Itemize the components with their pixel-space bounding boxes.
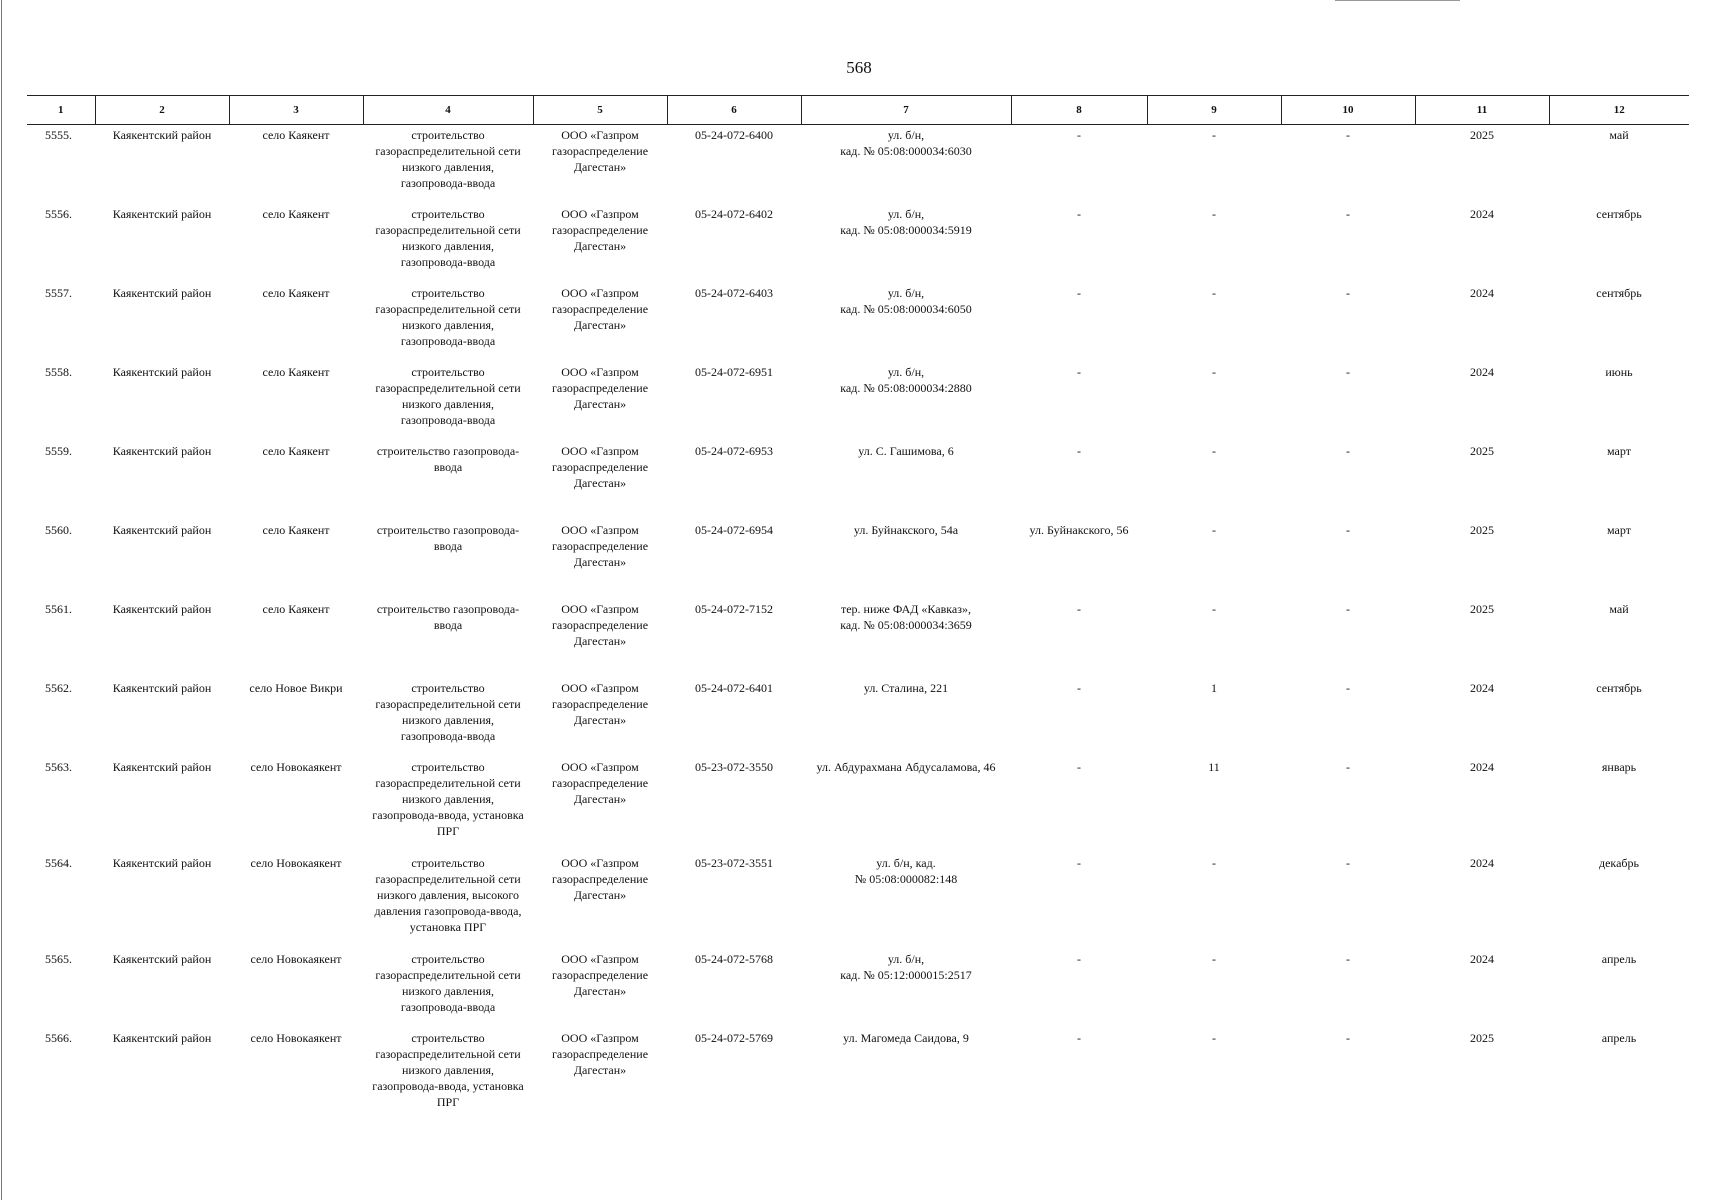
district-cell: Каякентский район (112, 760, 212, 774)
column-header: 11 (1415, 96, 1549, 125)
column-9-cell: - (1212, 952, 1216, 966)
column-10-cell: - (1346, 207, 1350, 221)
table-row (27, 125, 1689, 205)
table-row (27, 520, 1689, 599)
table-row (27, 441, 1689, 520)
settlement-cell: село Каякент (262, 602, 330, 616)
address-cell: ул. б/н, кад. № 05:08:000034:6050 (840, 286, 972, 316)
work-description-cell: строительство газопровода- ввода (376, 444, 520, 474)
column-8-cell: - (1077, 952, 1081, 966)
district-cell: Каякентский район (112, 207, 212, 221)
address-cell: ул. С. Гашимова, 6 (858, 444, 954, 458)
year-cell: 2024 (1470, 365, 1494, 379)
work-description-cell: строительство газопровода- ввода (376, 523, 520, 553)
year-cell: 2024 (1470, 856, 1494, 870)
application-code-cell: 05-24-072-7152 (695, 602, 773, 616)
month-cell: апрель (1601, 952, 1637, 966)
month-cell: май (1609, 128, 1629, 142)
column-header: 1 (27, 96, 95, 125)
organization-cell: ООО «Газпром газораспределение Дагестан» (551, 1031, 649, 1077)
application-code-cell: 05-24-072-6953 (695, 444, 773, 458)
column-10-cell: - (1346, 856, 1350, 870)
district-cell: Каякентский район (112, 1031, 212, 1045)
table-row (27, 949, 1689, 1028)
address-cell: ул. б/н, кад. № 05:08:000082:148 (854, 856, 958, 886)
district-cell: Каякентский район (112, 128, 212, 142)
organization-cell: ООО «Газпром газораспределение Дагестан» (551, 286, 649, 332)
column-header: 3 (229, 96, 363, 125)
column-9-cell: - (1212, 286, 1216, 300)
year-cell: 2024 (1470, 681, 1494, 695)
top-rule (1335, 0, 1460, 1)
settlement-cell: село Каякент (262, 444, 330, 458)
column-header: 12 (1549, 96, 1689, 125)
column-9-cell: - (1212, 128, 1216, 142)
row-number: 5559. (45, 444, 72, 458)
month-cell: сентябрь (1596, 286, 1642, 300)
settlement-cell: село Каякент (262, 207, 330, 221)
organization-cell: ООО «Газпром газораспределение Дагестан» (551, 681, 649, 727)
application-code-cell: 05-24-072-5769 (695, 1031, 773, 1045)
month-cell: апрель (1601, 1031, 1637, 1045)
work-description-cell: строительство газораспределительной сети низкого давления, газопровода-ввода (375, 952, 521, 1014)
address-cell: ул. б/н, кад. № 05:08:000034:6030 (840, 128, 972, 158)
year-cell: 2025 (1470, 1031, 1494, 1045)
district-cell: Каякентский район (112, 365, 212, 379)
column-header: 7 (801, 96, 1011, 125)
month-cell: март (1607, 523, 1631, 537)
column-8-cell: - (1077, 365, 1081, 379)
table-row (27, 599, 1689, 678)
column-header: 9 (1147, 96, 1281, 125)
year-cell: 2025 (1470, 602, 1494, 616)
month-cell: сентябрь (1596, 681, 1642, 695)
table-row (27, 283, 1689, 362)
column-9-cell: - (1212, 523, 1216, 537)
organization-cell: ООО «Газпром газораспределение Дагестан» (551, 760, 649, 806)
address-cell: ул. Буйнакского, 54а (853, 523, 959, 537)
month-cell: сентябрь (1596, 207, 1642, 221)
page-left-edge (1, 0, 2, 1200)
column-header: 4 (363, 96, 533, 125)
settlement-cell: село Каякент (262, 523, 330, 537)
month-cell: декабрь (1599, 856, 1639, 870)
address-cell: тер. ниже ФАД «Кавказ», кад. № 05:08:000034:3659 (840, 602, 972, 632)
settlement-cell: село Каякент (262, 128, 330, 142)
month-cell: январь (1601, 760, 1637, 774)
work-description-cell: строительство газораспределительной сети низкого давления, газопровода-ввода (375, 286, 521, 348)
row-number: 5563. (45, 760, 72, 774)
settlement-cell: село Каякент (262, 286, 330, 300)
year-cell: 2024 (1470, 760, 1494, 774)
organization-cell: ООО «Газпром газораспределение Дагестан» (551, 602, 649, 648)
application-code-cell: 05-24-072-6400 (695, 128, 773, 142)
organization-cell: ООО «Газпром газораспределение Дагестан» (551, 444, 649, 490)
row-number: 5556. (45, 207, 72, 221)
year-cell: 2024 (1470, 207, 1494, 221)
district-cell: Каякентский район (112, 681, 212, 695)
organization-cell: ООО «Газпром газораспределение Дагестан» (551, 856, 649, 902)
column-10-cell: - (1346, 444, 1350, 458)
column-8-cell: - (1077, 681, 1081, 695)
row-number: 5564. (45, 856, 72, 870)
column-10-cell: - (1346, 1031, 1350, 1045)
column-10-cell: - (1346, 760, 1350, 774)
address-cell: ул. Абдурахмана Абдусаламова, 46 (816, 760, 996, 774)
column-10-cell: - (1346, 128, 1350, 142)
work-description-cell: строительство газораспределительной сети низкого давления, газопровода-ввода, установка ПРГ (372, 1031, 524, 1109)
district-cell: Каякентский район (112, 602, 212, 616)
registry-table (27, 95, 1689, 1118)
year-cell: 2024 (1470, 286, 1494, 300)
year-cell: 2025 (1470, 444, 1494, 458)
settlement-cell: село Новое Викри (249, 681, 343, 695)
column-8-cell: - (1077, 207, 1081, 221)
page-number: 568 (846, 58, 872, 77)
column-9-cell: - (1212, 207, 1216, 221)
district-cell: Каякентский район (112, 523, 212, 537)
table-row (27, 853, 1689, 949)
district-cell: Каякентский район (112, 444, 212, 458)
column-10-cell: - (1346, 523, 1350, 537)
address-cell: ул. б/н, кад. № 05:12:000015:2517 (840, 952, 972, 982)
settlement-cell: село Новокаякент (250, 856, 342, 870)
address-cell: ул. б/н, кад. № 05:08:000034:5919 (840, 207, 972, 237)
district-cell: Каякентский район (112, 856, 212, 870)
organization-cell: ООО «Газпром газораспределение Дагестан» (551, 952, 649, 998)
address-cell: ул. б/н, кад. № 05:08:000034:2880 (840, 365, 972, 395)
column-8-cell: - (1077, 1031, 1081, 1045)
column-10-cell: - (1346, 602, 1350, 616)
column-header: 8 (1011, 96, 1147, 125)
column-number-row (27, 96, 1689, 125)
column-10-cell: - (1346, 286, 1350, 300)
row-number: 5558. (45, 365, 72, 379)
application-code-cell: 05-23-072-3551 (695, 856, 773, 870)
column-8-cell: - (1077, 444, 1081, 458)
table-row (27, 204, 1689, 283)
application-code-cell: 05-24-072-6401 (695, 681, 773, 695)
month-cell: май (1609, 602, 1629, 616)
application-code-cell: 05-24-072-6402 (695, 207, 773, 221)
column-8-cell: - (1077, 602, 1081, 616)
work-description-cell: строительство газораспределительной сети низкого давления, газопровода-ввода (375, 681, 521, 743)
application-code-cell: 05-24-072-6403 (695, 286, 773, 300)
row-number: 5561. (45, 602, 72, 616)
month-cell: июнь (1605, 365, 1633, 379)
application-code-cell: 05-24-072-6954 (695, 523, 773, 537)
column-9-cell: - (1212, 856, 1216, 870)
application-code-cell: 05-24-072-5768 (695, 952, 773, 966)
settlement-cell: село Новокаякент (250, 952, 342, 966)
column-9-cell: - (1212, 444, 1216, 458)
month-cell: март (1607, 444, 1631, 458)
district-cell: Каякентский район (112, 286, 212, 300)
column-8-cell: - (1077, 128, 1081, 142)
column-header: 5 (533, 96, 667, 125)
work-description-cell: строительство газопровода- ввода (376, 602, 520, 632)
work-description-cell: строительство газораспределительной сети низкого давления, высокого давления газопровода-ввода, установка ПРГ (374, 856, 522, 934)
column-9-cell: 11 (1208, 760, 1220, 774)
column-8-cell: - (1077, 856, 1081, 870)
organization-cell: ООО «Газпром газораспределение Дагестан» (551, 365, 649, 411)
column-header: 2 (95, 96, 229, 125)
organization-cell: ООО «Газпром газораспределение Дагестан» (551, 207, 649, 253)
settlement-cell: село Новокаякент (250, 1031, 342, 1045)
column-10-cell: - (1346, 681, 1350, 695)
row-number: 5566. (45, 1031, 72, 1045)
work-description-cell: строительство газораспределительной сети низкого давления, газопровода-ввода, установка ПРГ (372, 760, 524, 838)
year-cell: 2024 (1470, 952, 1494, 966)
year-cell: 2025 (1470, 523, 1494, 537)
column-8-cell: ул. Буйнакского, 56 (1029, 523, 1129, 537)
application-code-cell: 05-23-072-3550 (695, 760, 773, 774)
row-number: 5565. (45, 952, 72, 966)
settlement-cell: село Каякент (262, 365, 330, 379)
column-9-cell: - (1212, 365, 1216, 379)
address-cell: ул. Магомеда Саидова, 9 (843, 1031, 969, 1045)
row-number: 5555. (45, 128, 72, 142)
table-row (27, 362, 1689, 441)
settlement-cell: село Новокаякент (250, 760, 342, 774)
work-description-cell: строительство газораспределительной сети низкого давления, газопровода-ввода (375, 365, 521, 427)
address-cell: ул. Сталина, 221 (863, 681, 949, 695)
column-8-cell: - (1077, 760, 1081, 774)
column-header: 10 (1281, 96, 1415, 125)
column-10-cell: - (1346, 365, 1350, 379)
row-number: 5557. (45, 286, 72, 300)
row-number: 5562. (45, 681, 72, 695)
table-row (27, 1028, 1689, 1118)
organization-cell: ООО «Газпром газораспределение Дагестан» (551, 128, 649, 174)
district-cell: Каякентский район (112, 952, 212, 966)
year-cell: 2025 (1470, 128, 1494, 142)
work-description-cell: строительство газораспределительной сети низкого давления, газопровода-ввода (375, 128, 521, 190)
work-description-cell: строительство газораспределительной сети низкого давления, газопровода-ввода (375, 207, 521, 269)
table-row (27, 757, 1689, 853)
column-8-cell: - (1077, 286, 1081, 300)
application-code-cell: 05-24-072-6951 (695, 365, 773, 379)
organization-cell: ООО «Газпром газораспределение Дагестан» (551, 523, 649, 569)
column-9-cell: 1 (1211, 681, 1217, 695)
row-number: 5560. (45, 523, 72, 537)
table-row (27, 678, 1689, 757)
column-header: 6 (667, 96, 801, 125)
column-9-cell: - (1212, 1031, 1216, 1045)
column-9-cell: - (1212, 602, 1216, 616)
column-10-cell: - (1346, 952, 1350, 966)
